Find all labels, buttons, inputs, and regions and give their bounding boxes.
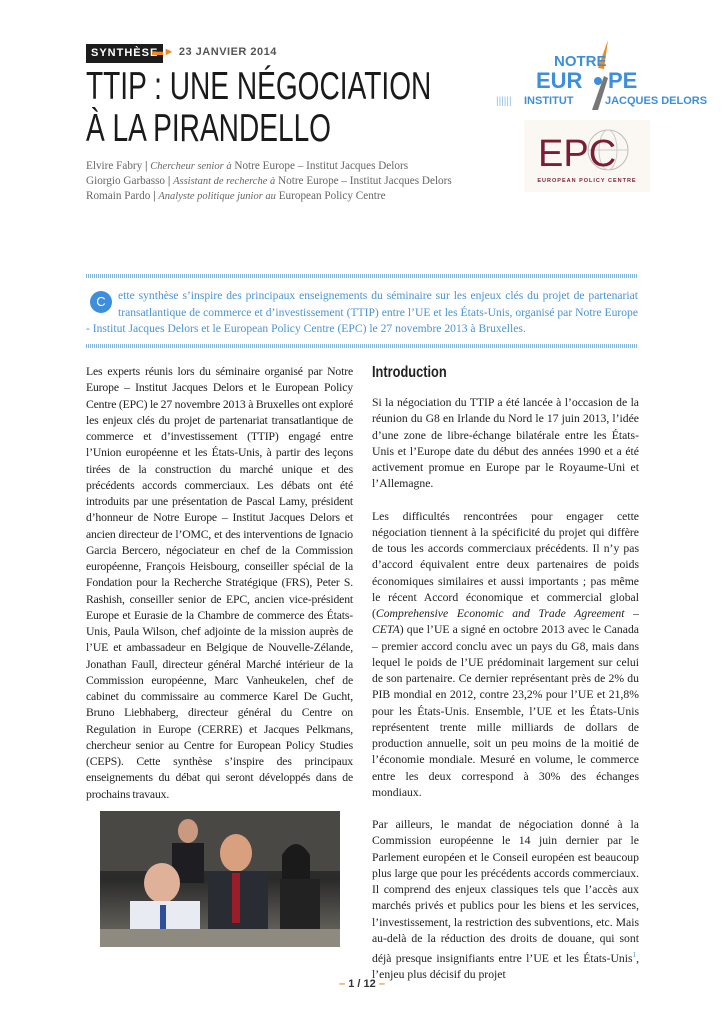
intro-summary	[86, 288, 638, 338]
left-column-text: Les experts réunis lors du séminaire organisé par Notre Europe – Institut Jacques Delors et le European Policy Centre (EPC) le 27 novembre 2013 à Bruxelles ont exploré les enjeux clés du projet de partenariat transatlantique de commerce et d’investissement (TTIP) engagé entre l’Union européenne et les États-Unis, à partir des leçons tirées de la construction du marché unique et des précédents accords commerciaux. Les débats ont été introduits par une présentation de Pascal Lamy, président d’honneur de Notre Europe – Institut Jacques Delors et ancien directeur de l’OMC, et des interventions de Ignacio Garcia Bercero, négociateur en chef de la Commission européenne, François Heisbourg, conseiller spécial de la Fondation pour la Recherche Stratégique (FRS), Peter S. Rashish, conseiller senior de EPC, ancien vice-président Europe et Eurasie de la Chambre de commerce des États-Unis, Paula Wilson, chef adjointe de la mission auprès de l’UE et ambassadeur en Belgique de Nouvelle-Zélande, Jonathan Faull, directeur général Marché intérieur de la Commission européenne, Marc Vanheukelen, chef de cabinet du commissaire au commerce Karel De Gucht, Bruno Liebhaberg, directeur général du Centre on Regulation in Europe (CERRE) et Jacques Pelkmans, chercheur senior au Centre for European Policy Studies (CEPS). Cette synthèse s’inspire des principaux enseignements du débat qui seront développés dans de prochains travaux.	[86, 365, 353, 801]
text: Les difficultés rencontrées pour engager cette négociation tiennent à la spécificité du projet qui diffère de tous les accords commerciaux précédents. Il n’y pas d’accord équivalent entre deux partenaires de poids économiques similaires et aussi importants ; pas même le récent Accord économique et commercial global (	[372, 509, 639, 620]
svg-text:NOTRE: NOTRE	[554, 53, 607, 70]
author-role: Assistant de recherche à	[173, 176, 276, 187]
author-name: Romain Pardo	[86, 190, 151, 202]
author-role: Analyste politique junior au	[158, 191, 276, 202]
svg-text:JACQUES DELORS: JACQUES DELORS	[605, 95, 708, 107]
section-heading-introduction: Introduction	[372, 364, 447, 381]
drop-cap: C	[90, 291, 112, 313]
author-name: Elvire Fabry	[86, 160, 143, 172]
intro-text: ette synthèse s’inspire des principaux enseignements du séminaire sur les enjeux clés du projet de partenariat transatlantique de commerce et d’investissement (TTIP) entre l’UE et les États-Unis, organisé par Notre Europe - Institut Jacques Delors et le European Policy Centre (EPC) le 27 novembre 2013 à Bruxelles.	[86, 289, 638, 335]
divider	[86, 344, 638, 348]
svg-text:EPC: EPC	[538, 133, 617, 175]
paragraph	[372, 509, 639, 802]
paragraph	[372, 817, 639, 983]
author-list	[86, 159, 452, 204]
svg-text:||||||: ||||||	[496, 96, 512, 107]
seminar-photo	[100, 817, 340, 941]
notre-europe-logo	[490, 36, 708, 116]
author-org: Notre Europe – Institut Jacques Delors	[234, 160, 409, 172]
footnote-link[interactable]: 1	[632, 951, 637, 959]
divider	[86, 274, 638, 278]
author: Giorgio Garbasso | Assistant de recherche à Notre Europe – Institut Jacques Delors	[86, 175, 452, 187]
author-org: Notre Europe – Institut Jacques Delors	[278, 175, 452, 187]
title-line-2: À LA PIRANDELLO	[86, 107, 332, 150]
date-text: 23 JANVIER 2014	[178, 46, 277, 58]
document-type-tag: SYNTHÈSE	[86, 44, 163, 63]
paragraph: Si la négociation du TTIP a été lancée à l’occasion de la réunion du G8 en Irlande du Nord le 17 juin 2013, l’idée d’une zone de libre-échange bilatérale entre les États-Unis et l’Europe date du début des années 1990 et a été activement promue en Europe par le Royaume-Uni et l’Allemagne.	[372, 396, 639, 491]
svg-text:PE: PE	[608, 68, 638, 93]
svg-text:EUR: EUR	[536, 68, 583, 93]
right-column	[372, 364, 639, 999]
arrow-icon: ▬►	[152, 46, 175, 58]
author-name: Giorgio Garbasso	[86, 175, 166, 187]
left-column	[86, 364, 353, 941]
text: , l’enjeu plus décisif du projet	[372, 951, 639, 982]
author-role: Chercheur senior à	[150, 161, 232, 172]
author: Romain Pardo | Analyste politique junior au European Policy Centre	[86, 190, 386, 202]
publication-date	[152, 46, 277, 58]
italic-text: Comprehensive Economic and Trade Agreement – CETA	[372, 607, 639, 637]
title-line-1: TTIP : UNE NÉGOCIATION	[86, 65, 432, 108]
epc-logo	[524, 120, 650, 192]
text: Par ailleurs, le mandat de négociation donné à la Commission européenne le 14 juin dernier par le Parlement européen et le Conseil européen est beaucoup plus large que pour les précédents accords commerciaux. Il comprend des enjeux classiques tels que l’accès aux marchés privés et publics pour les biens et les services, l’investissement, la restriction des subventions, etc. Mais au-delà de la réduction des droits de douane, qui sont déjà presque insignifiants entre l’UE et les États-Unis	[372, 818, 639, 965]
page-number-text: 1 / 12	[348, 978, 376, 990]
svg-text:INSTITUT: INSTITUT	[524, 95, 574, 107]
page-number: – 1 / 12 –	[339, 978, 385, 990]
author-org: European Policy Centre	[278, 190, 386, 202]
svg-text:EUROPEAN POLICY CENTRE: EUROPEAN POLICY CENTRE	[537, 178, 637, 184]
page-title	[86, 66, 431, 150]
text: ) que l’UE a signé en octobre 2013 avec le Canada – premier accord conclu avec un pays du G8, mais dans lequel le poids de l’UE prédominait largement sur celui de son partenaire. Ce dernier représentant près de 2% du PIB mondial en 2012, contre 23,2% pour l’UE et 21,8% pour les États-Unis. Ensemble, l’UE et les États-Unis représentent trente mille milliards de dollars de production annuelle, soit un peu moins de la moitié de l’économie mondiale. Mesuré en volume, le commerce entre les deux correspond à 30% des échanges mondiaux.	[372, 623, 639, 799]
author: Elvire Fabry | Chercheur senior à Notre Europe – Institut Jacques Delors	[86, 160, 409, 172]
